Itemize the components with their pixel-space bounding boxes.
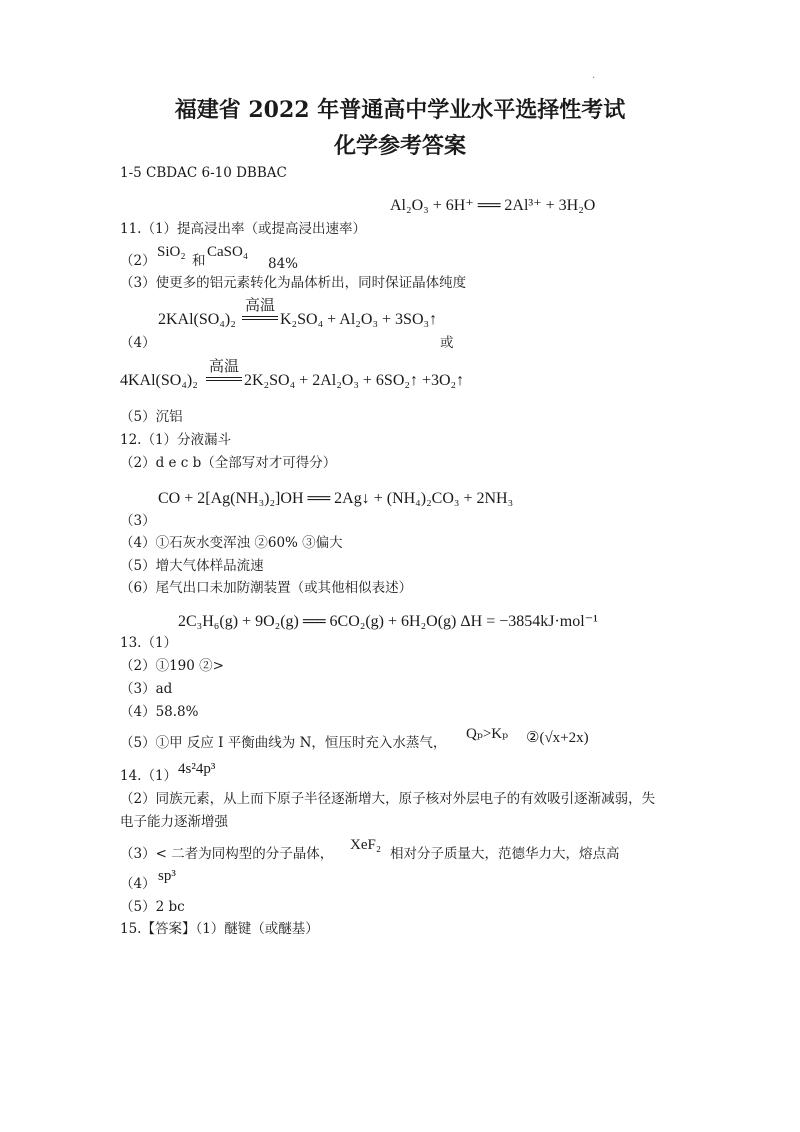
document-subtitle: 化学参考答案 [333,133,466,159]
q14-part4-label: （4） [120,876,156,892]
q12-part5: （5）增大气体样品流速 [120,558,264,574]
q14-part3-tail: 相对分子质量大，范德华力大，熔点高 [390,846,620,862]
q13-part3: （3）ad [120,681,173,697]
q14-part4-hybrid: sp³ [158,868,176,884]
corner-dot: . [592,70,596,81]
q14-part3-text: （3）< 二者为同构型的分子晶体， [120,846,334,862]
q11-part3: （3）使更多的铝元素转化为晶体析出，同时保证晶体纯度 [120,275,467,291]
q12-equation: CO + 2[Ag(NH₃)₂]OH ══ 2Ag↓ + (NH₄)₂CO₃ + 2NH₃ [158,490,514,507]
document-title: 福建省 2022 年普通高中学业水平选择性考试 [174,97,626,123]
q11-equation-1: Al₂O₃ + 6H⁺ ══ 2Al³⁺ + 3H₂O [390,197,596,214]
q11-equation-3-right: 2K₂SO₄ + 2Al₂O₃ + 6SO₂↑ +3O₂↑ [244,372,465,389]
q13-part4: （4）58.8% [120,704,199,720]
q11-part4-label: （4） [120,335,156,351]
q11-equation-3-left: 4KAl(SO₄)₂ [120,372,198,389]
q11-part2-formula-a: SiO₂ [157,244,186,260]
equals-bar-bottom [206,380,242,381]
q14-part1-config: 4s²4p³ [178,761,216,777]
q12-part2: （2）d e c b（全部写对才可得分） [120,455,337,471]
q13-part5-answer: ②(√x+2x) [526,730,589,746]
q12-part4: （4）①石灰水变浑浊 ②60% ③偏大 [120,535,343,551]
q13-part5-text: （5）①甲 反应 I 平衡曲线为 N，恒压时充入水蒸气， [120,735,447,751]
q11-part2-formula-b: CaSO₄ [207,244,249,260]
condition-label: 高温 [208,357,239,375]
q11-part2-percent: 84% [268,256,299,272]
q11-part5: （5）沉铝 [120,409,183,425]
q11-part1: 11.（1）提高浸出率（或提高浸出速率） [120,221,367,237]
q15-part1: 15.【答案】（1）醚键（或醚基） [120,921,319,937]
q11-equation-2-left: 2KAl(SO₄)₂ [158,311,236,328]
q14-part2-line1: （2）同族元素，从上而下原子半径逐渐增大，原子核对外层电子的有效吸引逐渐减弱，失 [120,791,656,807]
equals-bar-bottom [242,319,278,320]
q11-equation-2-right: K₂SO₄ + Al₂O₃ + 3SO₃↑ [280,311,438,328]
q14-part2-line2: 电子能力逐渐增强 [120,814,228,830]
q11-equation-3-condition [206,357,242,381]
q12-part1: 12.（1）分液漏斗 [120,432,232,448]
q14-part5: （5）2 bc [120,899,185,915]
q11-part2-label: （2） [120,253,156,269]
q14-part1-label: 14.（1） [120,768,178,784]
equals-bar-top [206,377,242,378]
q14-part3-formula: XeF₂ [350,837,382,853]
q11-part4-or: 或 [440,335,454,351]
q13-part2: （2）①190 ②> [120,658,224,674]
q13-part5-quotient: Qₚ>Kₚ [466,726,509,742]
condition-label: 高温 [244,296,275,314]
multiple-choice-answers: 1-5 CBDAC 6-10 DBBAC [120,165,287,181]
equals-bar-top [242,316,278,317]
q12-part3: （3） [120,513,156,529]
q11-equation-2-condition [242,296,278,320]
q13-part1: 13.（1） [120,635,178,651]
q12-part6: （6）尾气出口未加防潮装置（或其他相似表述） [120,580,413,596]
q11-part2-and: 和 [192,253,206,269]
q13-equation: 2C₃H₆(g) + 9O₂(g) ══ 6CO₂(g) + 6H₂O(g) ΔH = −3854kJ·mol⁻¹ [178,613,598,630]
